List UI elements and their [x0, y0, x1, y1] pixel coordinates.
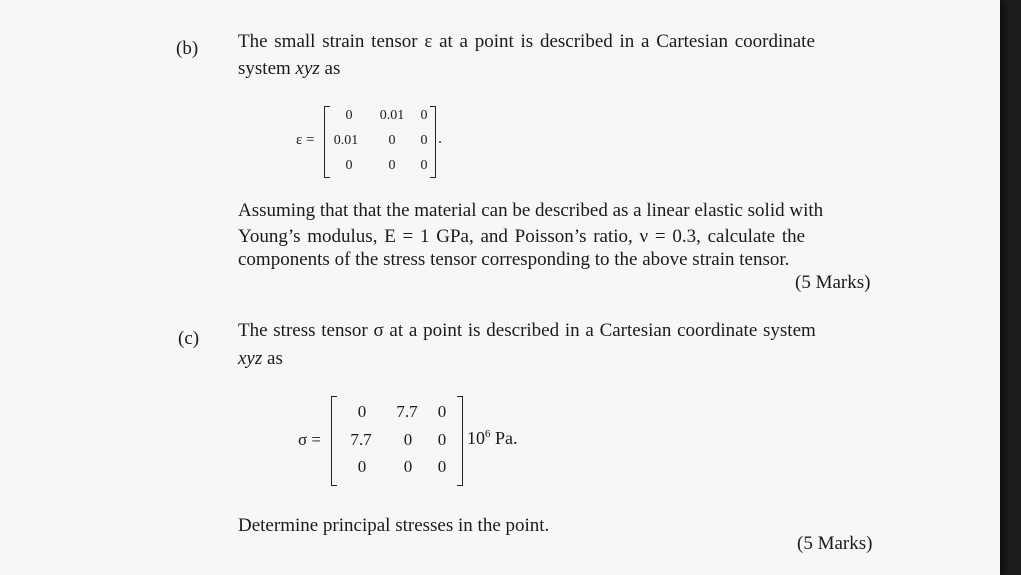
part-c-intro-line2-post: as	[267, 348, 283, 369]
part-c-marks: (5 Marks)	[797, 533, 873, 554]
part-c-label: (c)	[178, 328, 200, 349]
stress-unit-pa: Pa.	[495, 428, 518, 448]
stress-matrix-left-bracket	[331, 396, 337, 486]
stress-symbol: σ =	[298, 430, 322, 449]
strain-matrix-period: .	[438, 130, 442, 147]
strain-symbol: ε =	[296, 132, 315, 148]
part-b-coordinate-system: xyz	[295, 58, 320, 79]
strain-cell: 0	[345, 158, 353, 173]
part-b-body-line1: Assuming that that the material can be described as a linear elastic solid with	[238, 200, 824, 221]
stress-cell: 7.7	[396, 402, 418, 421]
stress-unit-base: 10	[467, 428, 485, 448]
part-b-intro-line2-pre: system	[238, 58, 291, 79]
stress-cell: 0	[403, 430, 413, 449]
strain-cell: 0	[420, 108, 428, 123]
stress-cell: 0	[403, 457, 413, 476]
part-c-intro-line2	[238, 348, 283, 370]
part-c-coordinate-system: xyz	[238, 348, 263, 369]
strain-cell: 0.01	[379, 108, 405, 123]
stress-cell: 7.7	[350, 430, 372, 449]
part-c-intro-line1: The stress tensor σ at a point is described in a Cartesian coordinate system	[238, 320, 816, 341]
stress-cell: 0	[437, 430, 447, 449]
stress-cell: 0	[437, 402, 447, 421]
part-c-question: Determine principal stresses in the point.	[238, 515, 550, 536]
part-b-body-line2: Young’s modulus, E = 1 GPa, and Poisson’s ratio, ν = 0.3, calculate the	[238, 226, 806, 247]
strain-cell: 0	[388, 158, 396, 173]
stress-unit-exponent: 6	[485, 428, 491, 440]
strain-cell: 0.01	[333, 133, 359, 148]
strain-cell: 0	[420, 158, 428, 173]
part-b-intro-line2	[238, 58, 340, 80]
strain-cell: 0	[420, 133, 428, 148]
stress-cell: 0	[357, 457, 367, 476]
stress-cell: 0	[357, 402, 367, 421]
strain-matrix-right-bracket	[430, 106, 436, 178]
part-b-body-line3: components of the stress tensor corresponding to the above strain tensor.	[238, 249, 790, 270]
stress-matrix-unit	[467, 428, 518, 449]
part-b-label: (b)	[176, 38, 199, 59]
strain-cell: 0	[388, 133, 396, 148]
part-b-intro-line2-post: as	[324, 58, 341, 79]
strain-cell: 0	[345, 108, 353, 123]
stress-cell: 0	[437, 457, 447, 476]
part-b-intro-line1: The small strain tensor ε at a point is described in a Cartesian coordinate	[238, 31, 815, 52]
stress-matrix-right-bracket	[457, 396, 463, 486]
part-b-marks: (5 Marks)	[795, 272, 871, 293]
